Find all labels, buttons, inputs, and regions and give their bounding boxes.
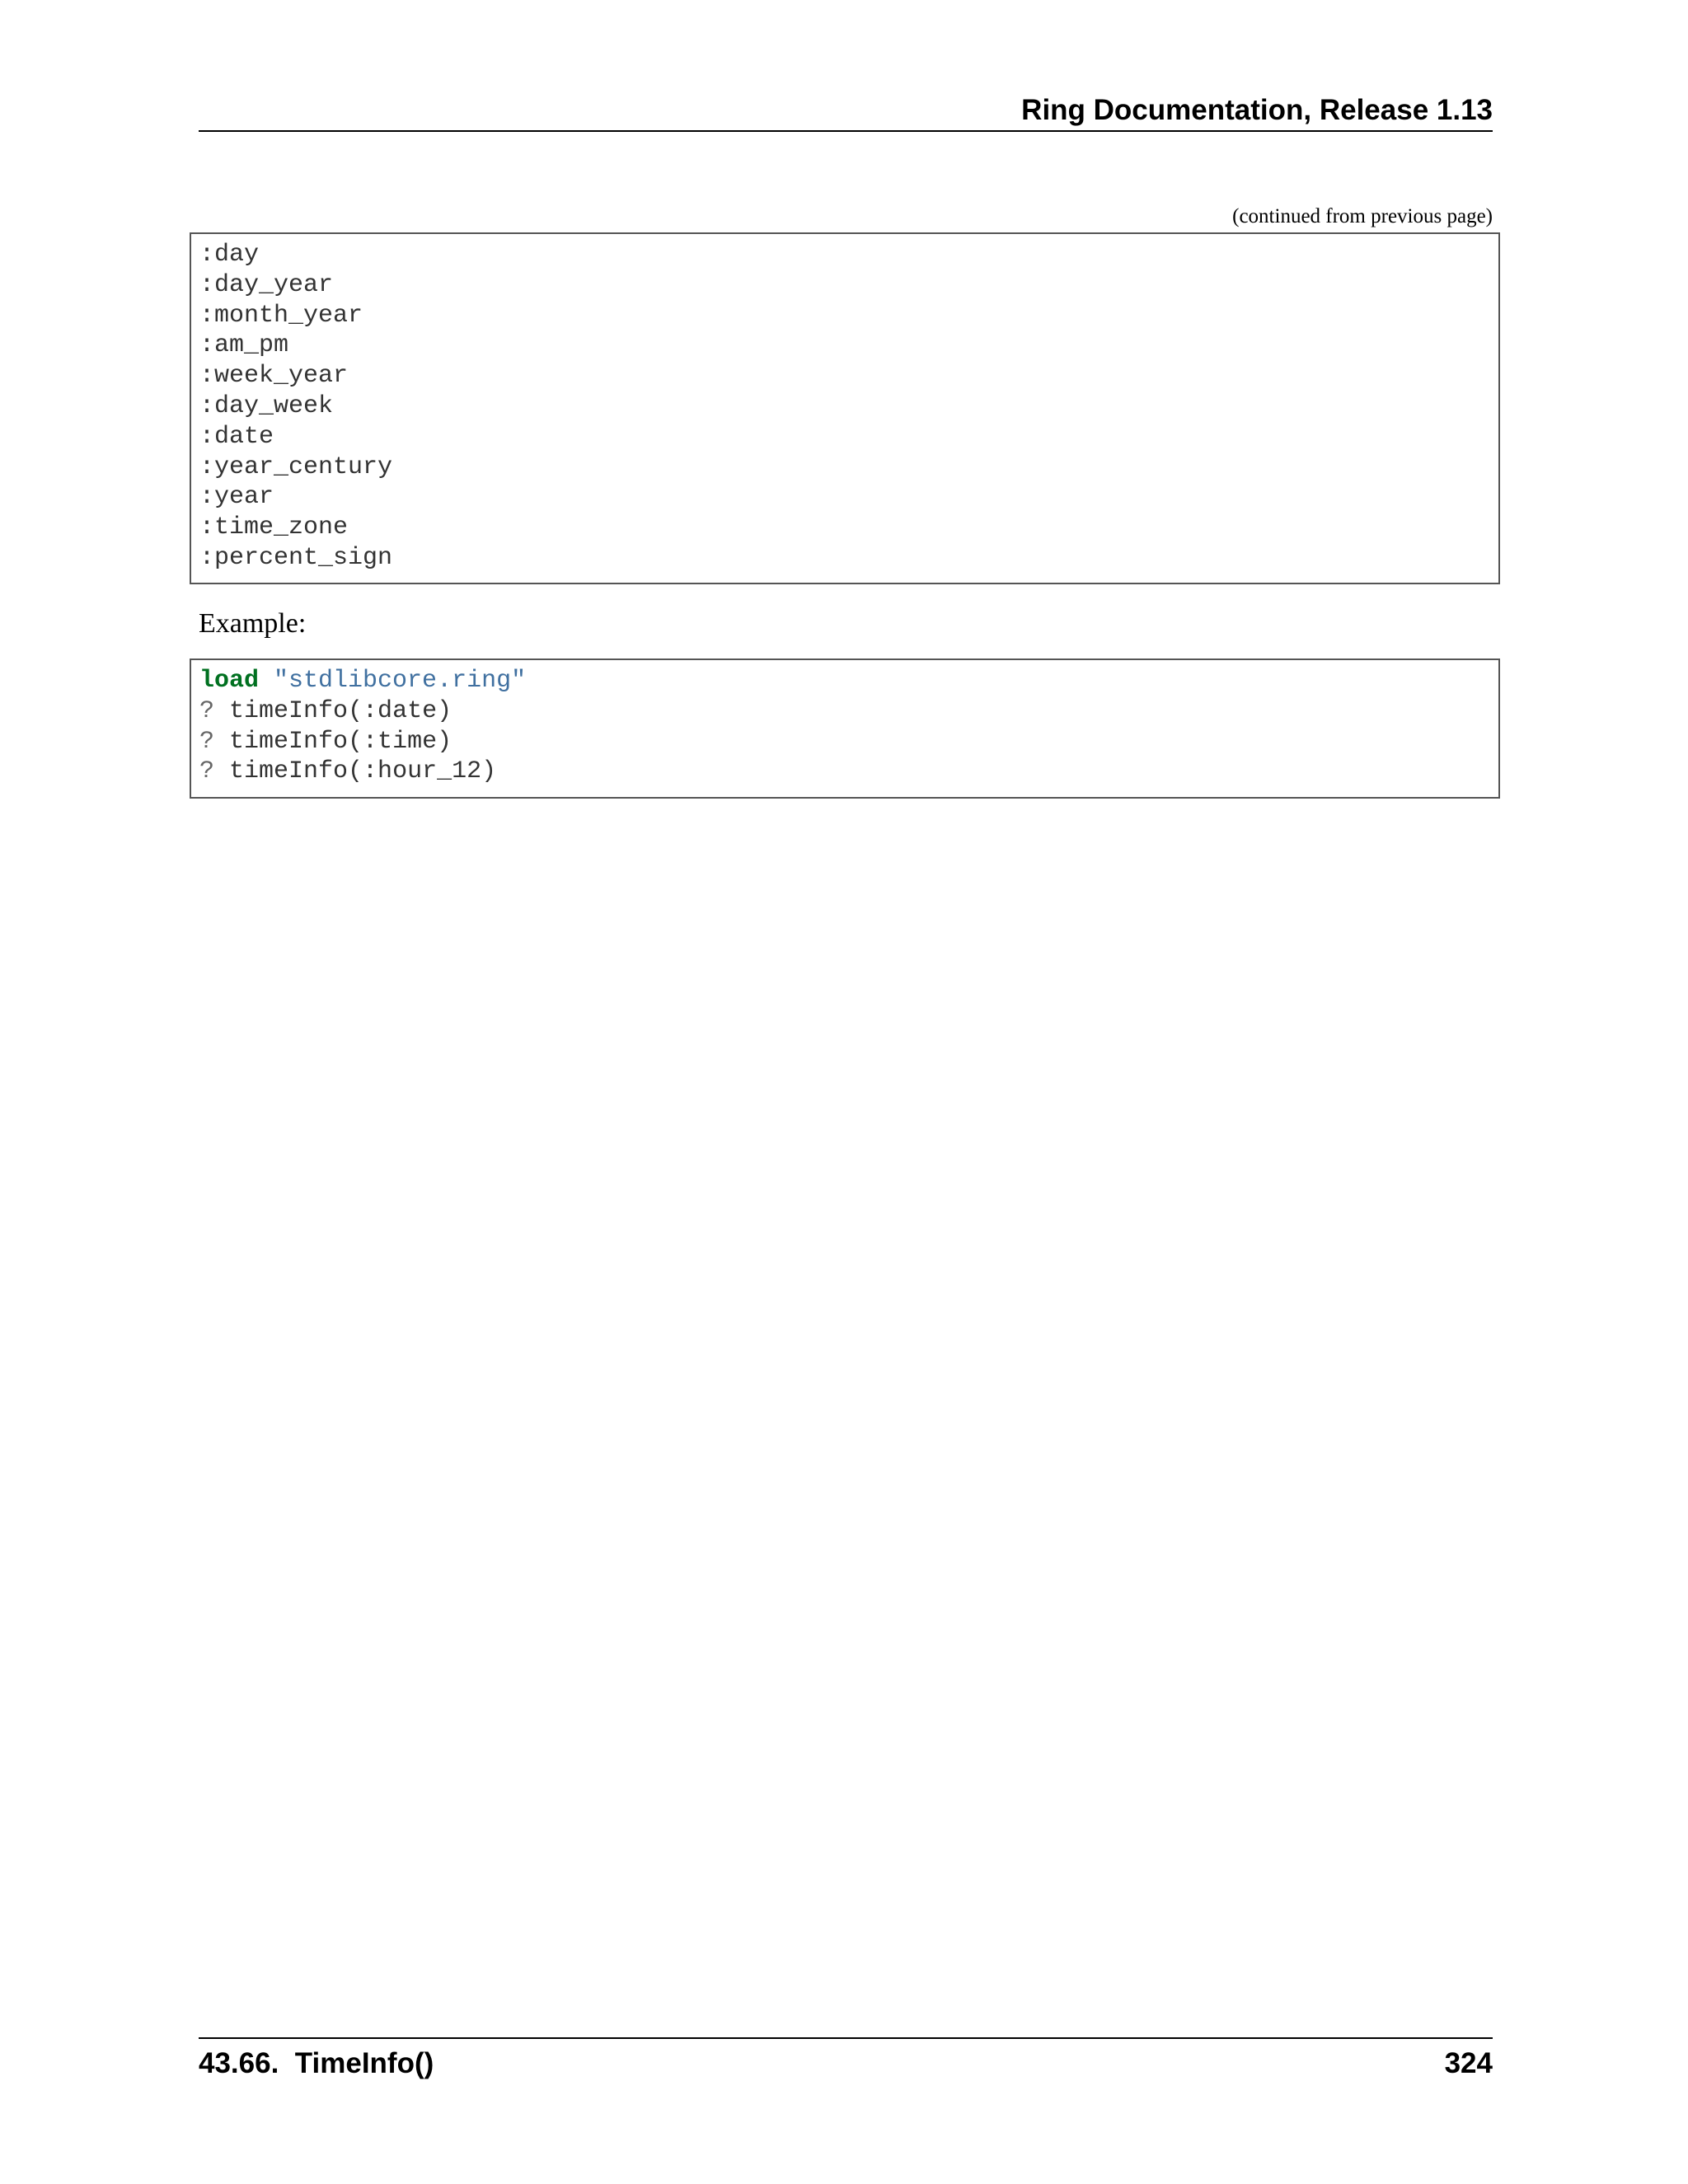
code-line: :day [199, 241, 260, 269]
code-line: :week_year [199, 362, 349, 391]
code-line: :month_year [199, 301, 363, 330]
code-line: :year [199, 483, 274, 512]
footer-section-title: 43.66. TimeInfo() [199, 2047, 434, 2079]
code-line: :am_pm [199, 331, 289, 360]
code-text: timeInfo(:time) [229, 727, 452, 756]
load-keyword: load [199, 667, 260, 695]
print-operator: ? [199, 757, 215, 786]
code-line: :date [199, 422, 274, 451]
code-line: :time_zone [199, 513, 349, 542]
load-string: "stdlibcore.ring" [274, 667, 527, 695]
page-number: 324 [1444, 2047, 1493, 2079]
code-text: timeInfo(:date) [229, 696, 452, 725]
header-divider [199, 130, 1493, 132]
example-label: Example: [199, 608, 307, 639]
code-line [199, 727, 1498, 757]
code-line: :year_century [199, 452, 393, 481]
running-header-title: Ring Documentation, Release 1.13 [1021, 94, 1493, 126]
code-line [199, 757, 1498, 787]
print-operator: ? [199, 727, 215, 756]
print-operator: ? [199, 696, 215, 725]
code-line-load [199, 666, 1498, 696]
code-line: :percent_sign [199, 543, 393, 572]
footer-divider [199, 2037, 1493, 2039]
continued-note: (continued from previous page) [1232, 205, 1493, 227]
code-text: timeInfo(:hour_12) [229, 757, 497, 786]
code-line [199, 696, 1498, 727]
code-block-time-options [190, 232, 1500, 584]
code-block-example [190, 658, 1500, 799]
code-line: :day_week [199, 391, 334, 420]
code-line: :day_year [199, 270, 334, 299]
